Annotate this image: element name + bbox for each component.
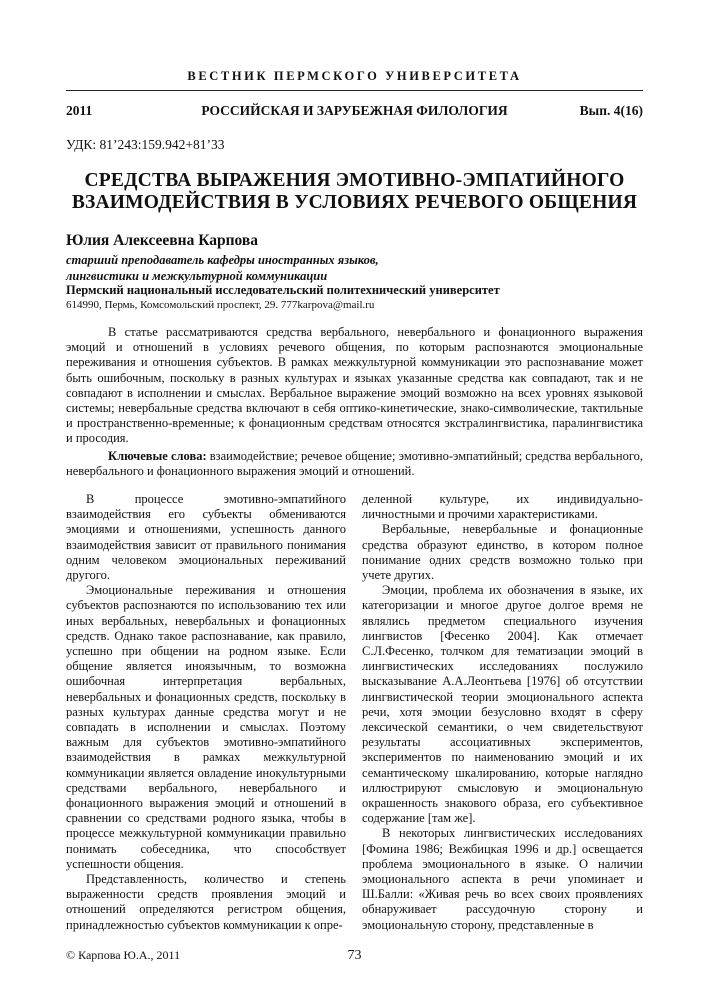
paragraph: В процессе эмотивно-эмпатийного взаимодействия его субъекты обмениваются эмоциями и отношениями, успешность данного взаимодействия зависит от правильного понимания одним человеком эмоциональных переживаний другого. xyxy=(66,492,346,583)
body-column-right xyxy=(362,492,643,933)
keywords-label: Ключевые слова: xyxy=(108,449,207,463)
abstract: В статье рассматриваются средства вербального, невербального и фонационного выражения эмоций и отношений в условиях речевого общения, по которым распознаются эмоциональные переживания и отношения субъектов. В рамках межкультурной коммуникации это распознавание может быть ошибочным, поскольку в разных культурах и языках указанные средства как совпадают, так и не совпадают в исполнении и смыслах. Вербальное выражение эмоций возможно на всех уровнях языковой системы; невербальные средства включают в себя оптико-кинетические, знако-символические, тактильные и пространственно-временные; к фонационным средствам относятся экстралингвистика, паралингвистика и просодия. xyxy=(66,325,643,446)
page-number: 73 xyxy=(347,948,362,963)
author-university: Пермский национальный исследовательский политехнический университет xyxy=(66,283,500,297)
copyright: © Карпова Ю.А., 2011 xyxy=(66,948,181,962)
journal-title: ВЕСТНИК ПЕРМСКОГО УНИВЕРСИТЕТА xyxy=(187,69,522,83)
author-position-line2: лингвистики и межкультурной коммуникации xyxy=(66,269,328,283)
author-position xyxy=(66,252,379,284)
udk-code: УДК: 81’243:159.942+81’33 xyxy=(66,137,225,152)
paragraph: Вербальные, невербальные и фонационные средства образуют единство, в котором полное понимание одних средств возможно только при учете других. xyxy=(362,522,643,583)
series-title: РОССИЙСКАЯ И ЗАРУБЕЖНАЯ ФИЛОЛОГИЯ xyxy=(201,103,508,118)
keywords xyxy=(66,449,643,479)
paragraph: Представленность, количество и степень выраженности средств проявления эмоций и отношений определяются регистром общения, принадлежностью субъектов коммуникации к опре- xyxy=(66,872,346,932)
author-name: Юлия Алексеевна Карпова xyxy=(66,232,259,249)
author-address: 614990, Пермь, Комсомольский проспект, 29. 777karpova@mail.ru xyxy=(66,299,375,311)
body-column-left xyxy=(66,492,346,933)
paragraph: Эмоциональные переживания и отношения субъектов распознаются по использованию тех или иных вербальных, невербальных и фонационных средств. Однако такое распознавание, как правило, успешно при общении на родном языке. Если общение является иноязычным, то возможна ошибочная интерпретация вербальных, невербальных и фонационных средств, поскольку в разных культурах данные средства могут и не совпадать в исполнении и смыслах. Поэтому важным для субъектов эмотивно-эмпатийного взаимодействия в рамках межкультурной коммуникации является овладение инокультурными средствами вербального, невербального и фонационного выражения эмоций и отношений в сравнении со средствами родного языка, чтобы в процессе межкультурной коммуникации правильно понимать собеседника, что способствует успешности общения. xyxy=(66,583,346,871)
issue-year: 2011 xyxy=(66,103,93,118)
keywords-text: взаимодействие; речевое общение; эмотивно-эмпатийный; средства вербального, невербального и фонационного выражения эмоций и отношений. xyxy=(66,449,644,479)
article-title: СРЕДСТВА ВЫРАЖЕНИЯ ЭМОТИВНО-ЭМПАТИЙНОГО ВЗАИМОДЕЙСТВИЯ В УСЛОВИЯХ РЕЧЕВОГО ОБЩЕНИЯ xyxy=(71,170,638,213)
header-rule xyxy=(66,90,643,91)
issue-number: Вып. 4(16) xyxy=(579,103,643,118)
paragraph: В некоторых лингвистических исследованиях [Фомина 1986; Вежбицкая 1996 и др.] освещается проблема эмоционального в языке. О наличии эмоционального аспекта в речи упоминает и Ш.Балли: «Живая речь во всех своих проявлениях обнаруживает рассудочную сторону и эмоциональную сторону, представленные в xyxy=(362,826,643,932)
author-position-line1: старший преподаватель кафедры иностранных языков, xyxy=(66,253,379,267)
paragraph: Эмоции, проблема их обозначения в языке, их категоризации и многое другое долгое время не являлись предметом специального изучения лингвистов [Фесенко 2004]. Как отмечает С.Л.Фесенко, толчком для тематизации эмоций в лингвистических исследованиях послужило высказывание А.А.Леонтьева [1976] об отсутствии лингвистической теории эмоционального аспекта речи, хотя эмоции безусловно входят в сферу лексической семантики, о чем свидетельствуют результаты ассоциативных экспериментов, экспериментов по наименованию эмоций и их семантическому шкалированию, которые наглядно иллюстрируют смысловую и эмоциональную окрашенность знакового образа, его субъективное содержание [там же]. xyxy=(362,583,643,826)
paragraph-continuation: деленной культуре, их индивидуально-личностными и прочими характеристиками. xyxy=(362,492,643,522)
